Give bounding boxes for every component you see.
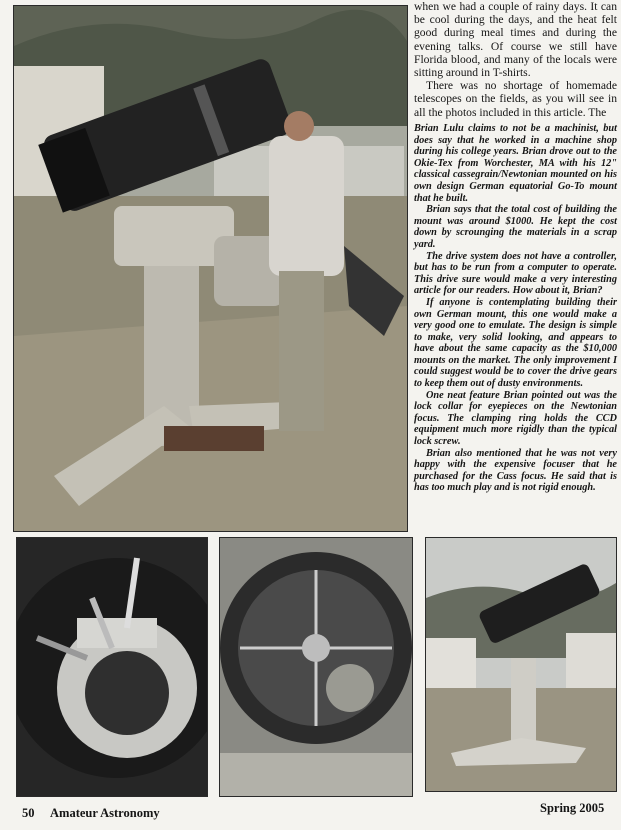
page-number: 50 [22,806,35,820]
main-photo-telescope-and-builder [13,5,408,532]
caption-paragraph: If anyone is contemplating building their own German mount, this one would make a very good one to emulate. The design is simple to make, very solid looking, and appears to have about the same capacity as the $10,000 mounts on the market. The only improvement I could suggest would be to cover the drive gears to keep them out of dusty environments. [414,296,617,390]
caption-paragraph: The drive system does not have a controller, but has to be run from a computer to operate. This drive sure would make a very interesting article for our readers. How about it, Brian? [414,250,617,297]
caption-paragraph: Brian says that the total cost of building the mount was around $1000. He kept the cost down by scrounging the materials in a scrap yard. [414,204,617,250]
photo-tube-interior-spider [219,537,413,797]
caption-paragraph: Brian Lulu claims to not be a machinist, but does say that he worked in a machine shop during his college years. Brian drove out to the Okie-Tex from Worchester, MA with his 12" classical cassegrain/Newtonian mounted on his own design German equatorial Go-To mount that he built. [414,123,617,204]
intro-text-column [414,0,617,119]
photo-telescope-on-field [425,537,617,792]
photo-eyepiece-lock-collar [16,537,208,797]
caption-paragraph: One neat feature Brian pointed out was the lock collar for eyepieces on the Newtonian focus. The clamping ring holds the CCD equipment much more rigidly than the typical lock screw. [414,389,617,448]
issue-date: Spring 2005 [540,801,605,815]
intro-paragraph: when we had a couple of rainy days. It can be cool during the days, and the heat felt good during meal times and during the evening talks. Of course we still have Florida blood, and many of the locals were sitting around in T-shirts. [414,0,617,80]
magazine-title: Amateur Astronomy [50,806,160,820]
caption-paragraph: Brian also mentioned that he was not very happy with the expensive focuser that he purchased for the Cass focus. He said that is has too much play and is not rigid enough. [414,447,617,494]
photo-caption-column [414,123,617,494]
intro-paragraph: There was no shortage of homemade telescopes on the fields, as you will see in all the photos included in this article. The [414,79,617,119]
